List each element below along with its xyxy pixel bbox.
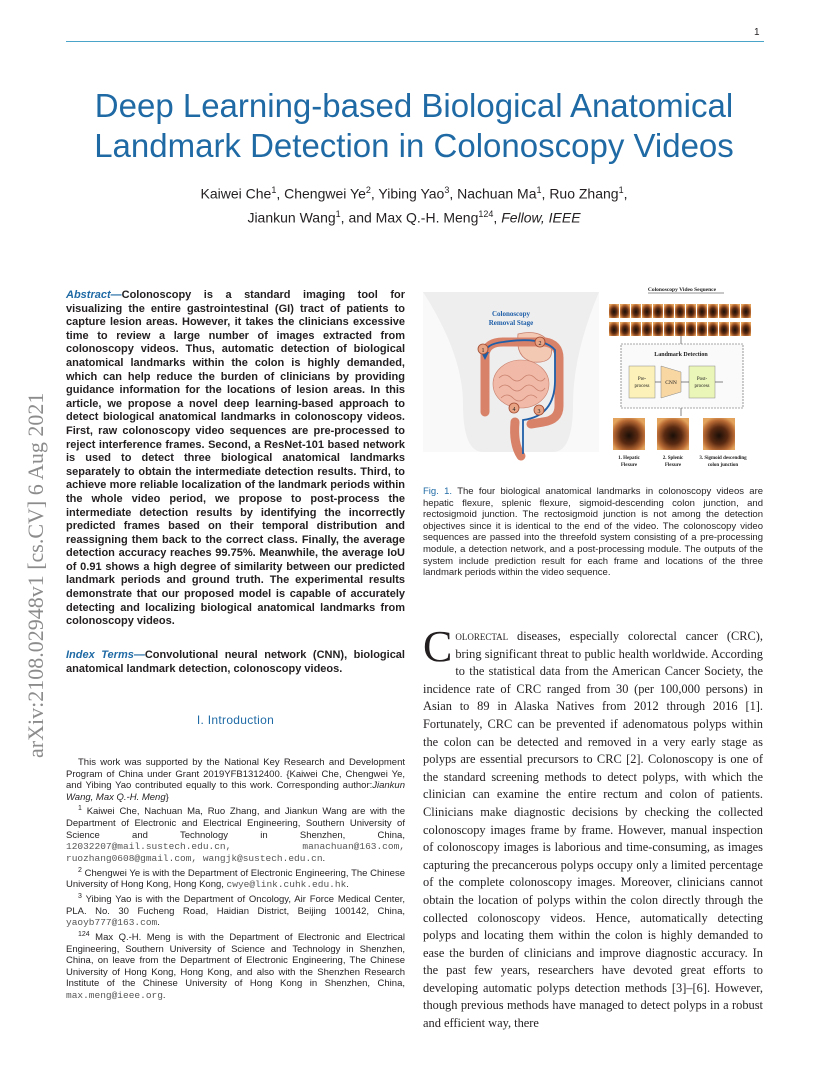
author-list [60,180,768,227]
footnotes [66,757,405,1002]
header-rule [66,41,764,42]
landmark-detection-label: Landmark Detection [654,352,708,358]
caption-text: The four biological anatomical landmarks in colonoscopy videos are hepatic flexure, splenic flexure, sigmoid-descending colon junction, and rectosigmoid junction. The rectosigmoid junction is not among the detection objectives since it is identical to the end of the video. The colonoscopy video sequences are passed into the threefold system consisting of a pre-processing module, a detection network, and a post-processing module. The outputs of the system include prediction result for each frame and locations of the three landmark periods within the video sequence. [423,486,764,579]
video-frame [609,322,619,336]
caption-label: Fig. 1. [423,486,453,497]
thumb-label: Flexure [664,463,682,468]
author-affiliation: 3 [444,185,450,195]
author-name: Ruo Zhang [549,185,619,202]
index-terms [66,649,405,676]
svg-text:3: 3 [537,409,541,415]
thumbnail-sigmoid-descending [703,418,735,450]
thumbnail-hepatic-flexure [613,418,645,450]
video-frame [708,304,718,318]
thumb-label: 1. Hepatic [618,456,640,461]
footnote-text: } [165,791,169,803]
cnn-label: CNN [665,380,677,386]
video-frame [708,322,718,336]
preprocess-label-2: process [634,384,650,389]
svg-text:2: 2 [538,341,542,347]
drop-cap: C [423,622,453,671]
section-heading: I. Introduction [196,713,275,727]
author-affiliation: 1 [335,208,341,219]
title-line-1: Deep Learning-based Biological Anatomical [94,87,734,124]
author-name: Chengwei Ye [284,185,366,202]
svg-text:1: 1 [481,348,485,354]
video-frame [719,304,729,318]
footnote-email[interactable]: max.meng@ieee.org [66,989,163,1001]
arxiv-stamp: arXiv:2108.02948v1 [cs.CV] 6 Aug 2021 [23,392,48,758]
figure-1 [423,284,763,474]
video-frame [719,322,729,336]
footnote-mark: 2 [78,866,82,874]
video-frame [664,304,674,318]
video-frame [609,304,619,318]
video-frame [642,322,652,336]
video-frame-strip [609,304,751,336]
landmark-marker-4 [509,403,519,413]
thumb-label: Flexure [620,463,638,468]
author-affiliation: 1 [271,185,277,195]
abstract-label: Abstract— [66,289,122,301]
author-affiliation: 1 [618,185,624,195]
footnote-funding [66,757,405,803]
video-frame [653,304,663,318]
abstract-text: Colonoscopy is a standard imaging tool for visualizing the entire gastrointestinal (GI) tract of patients to capture lesion areas. However, it takes the clinicians excessive time to review a large number of images extracted from colonoscopy videos. Thus, automatic detection of biological anatomical landmarks within the colon is highly demanded, which can help reduce the burden of clinicians by providing guidance information for the locations of lesion areas. In this article, we propose a novel deep learning-based approach to detect biological anatomical landmarks in colonoscopy videos. First, raw colonoscopy video sequences are pre-processed to reject interference frames. Second, a ResNet-101 based network is used to detect three biological anatomical landmarks separately to obtain the intermediate detection results. Third, to achieve more reliable localization of the landmark periods within the whole video period, we propose to post-process the intermediate detection results by identifying the incorrectly predicted frames based on their temporal distribution and reassigning them back to the correct class. Finally, the average detection accuracy reaches 99.75%. Meanwhile, the average IoU of 0.91 shows a high degree of similarity between our predicted landmark periods and ground truth. The experimental results demonstrate that our proposed model is capable of accurately detecting and localizing biological anatomical landmarks from colonoscopy videos. [66,289,405,628]
video-frame [620,304,630,318]
footnote-3: $^3$ Yibing Yao is with the Department of Oncology, Air Force Medical Center, PLA. No. 30 Fucheng Road, Haidian District, Beijing 100142, China, yaoyb777@163.com. [66,892,406,929]
title-line-2: Landmark Detection in Colonoscopy Videos [94,127,734,164]
postprocess-label-2: process [694,384,710,389]
svg-text:4: 4 [512,407,516,413]
author-name: Yibing Yao [378,185,445,202]
video-frame [620,322,630,336]
footnote-2: $^2$ Chengwei Ye is with the Department of Electronic Engineering, The Chinese University of Hong Kong, Hong Kong, cwye@link.cuhk.edu.hk. [66,866,405,891]
author-affiliation: 124 [478,208,494,219]
video-frame [675,304,685,318]
abstract [66,289,405,629]
author-affiliation: 2 [365,185,371,195]
thumb-label: 2. Splenic [662,456,684,461]
footnote-mark: 124 [78,930,90,938]
video-frame [653,322,663,336]
authors-line-2: Jiankun Wang$^1$, and Max Q.-H. Meng$^{124}$, Fellow, IEEE [247,208,581,226]
footnote-email[interactable]: yaoyb777@163.com [66,917,158,929]
footnote-4: $^{124}$ Max Q.-H. Meng is with the Department of Electronic and Electrical Engineering, Southern University of Science and Technology in Shenzhen, China, on leave from the Department of Electronic Engineering, The Chinese University of Hong Kong, Hong Kong, and also with the Shenzhen Research Institute of the Chinese University of Hong Kong in Shenzhen, China, max.meng@ieee.org. [66,930,405,1001]
video-frame [664,322,674,336]
postprocess-label-1: Post- [696,377,708,382]
video-frame [697,304,707,318]
footnote-1: $^1$ Kaiwei Che, Nachuan Ma, Ruo Zhang, and Jiankun Wang are with the Department of Electronic and Electrical Engineering, Southern University of Science and Technology in Shenzhen, China, 12032207@mail.sustech.edu.cn, manachuan@163.com, ruozhang0608@gmail.com, wangjk@sustech.edu.cn. [66,805,406,864]
figure-caption [423,486,763,579]
footnote-mark: 1 [78,805,82,813]
author-name: Jiankun Wang [247,209,336,226]
footnote-mark: 3 [78,892,82,900]
video-frame [631,322,641,336]
thumbnail-splenic-flexure [657,418,689,450]
author-name: Kaiwei Che [200,185,272,202]
page-number: 1 [754,27,760,38]
landmark-marker-3 [534,405,544,415]
footnote-email[interactable]: cwye@link.cuhk.edu.hk [226,879,347,891]
footnote-corresponding: Jiankun Wang, Max Q.-H. Meng [66,780,405,803]
footnote-text: Chengwei Ye is with the Department of Electronic Engineering, The Chinese University of Hong Kong, Hong Kong, [66,867,405,891]
footnote-emails[interactable]: 12032207@mail.sustech.edu.cn, manachuan@163.com, ruozhang0608@gmail.com, wangjk@sustech.edu.cn [66,841,405,864]
video-frame [686,322,696,336]
thumb-label: 3. Sigmoid descending [699,456,747,461]
intro-paragraph: diseases, especially colorectal cancer (CRC), bring significant threat to public health worldwide. According to the statistical data from the American Cancer Society, the incidence rate of CRC ranged from 30 (per 100,000 persons) in Asian to 89 in Alaska Natives from 2012 through 2016 [1]. Fortunately, CRC can be prevented if adenomatous polyps within the colon can be detected and removed in a very early stage as polyps are essential precursors to CRC [2]. Colonoscopy is one of the standard screening methods to detect polyps, with which the clinician can examine the entire rectum and colon of patients. Clinicians make diagnostic decisions by checking the collected colonoscopy images frame by frame. However, manual inspection of colonoscopy images is laborious and time-consuming, as images capturing the precancerous polyps occupy only a limited percentage of the complete colonoscopy images. Moreover, clinicians cannot obtain the location of polyps within the colon directly through the collected colonoscopy videos. Hence, automatically detecting polyps and locating them within the colon is highly demanded to ease the burden of clinicians and improve diagnostic accuracy. In the past few years, researchers have devoted great efforts to developing automatic polyps detection methods [3]–[6]. However, though previous methods have managed to detect polyps in a robust and efficient way, there [423,629,764,1031]
footnote-text: Yibing Yao is with the Department of Oncology, Air Force Medical Center, PLA. No. 30 Fucheng Road, Haidian District, Beijing 100142, China, [66,894,406,917]
video-frame [741,322,751,336]
footnote-text: Max Q.-H. Meng is with the Department of Electronic and Electrical Engineering, Southern University of Science and Technology in Shenzhen, China, on leave from the Department of Electronic Engineering, The Chinese University of Hong Kong, Hong Kong, and also with the Shenzhen Research Institute of the Chinese University of Hong Kong in Shenzhen, China, [66,931,405,990]
authors-line-1: Kaiwei Che$^1$, Chengwei Ye$^2$, Yibing Yao$^3$, Nachuan Ma$^1$, Ruo Zhang$^1$, [200,185,628,202]
video-frame [642,304,652,318]
preprocess-label-1: Pre- [637,377,647,382]
thumb-label: colon junction [707,463,739,468]
landmark-marker-1 [478,344,488,354]
video-frame [675,322,685,336]
author-fellow: Fellow, IEEE [501,209,581,226]
video-frame [730,304,740,318]
author-affiliation: 1 [536,185,542,195]
postprocess-box [689,366,715,398]
intro-smallcaps: olorectal [455,629,509,643]
landmark-marker-2 [535,337,545,347]
video-frame [741,304,751,318]
removal-stage-label-1: Colonoscopy [491,310,531,318]
small-bowel [493,360,549,408]
video-frame [730,322,740,336]
video-frame [686,304,696,318]
video-sequence-label: Colonoscopy Video Sequence [647,287,717,293]
paper-title [60,86,768,166]
footnote-text: Kaiwei Che, Nachuan Ma, Ruo Zhang, and Jiankun Wang are with the Department of Electronic and Electrical Engineering, Southern University of Science and Technology in Shenzhen, China, [66,806,406,841]
index-terms-text: Convolutional neural network (CNN), biological anatomical landmark detection, colonoscopy videos. [66,649,405,675]
removal-stage-label-2: Removal Stage [488,319,534,327]
author-name: and Max Q.-H. Meng [348,209,479,226]
video-frame [697,322,707,336]
introduction-text [423,622,764,1033]
preprocess-box [629,366,655,398]
video-frame [631,304,641,318]
footnote-text: This work was supported by the National Key Research and Development Program of China under Grant 2019YFB1312400. {Kaiwei Che, Chengwei Ye, and Yibing Yao contributed equally to this work. Corresponding author: [66,757,405,792]
index-terms-label: Index Terms— [66,649,145,661]
author-name: Nachuan Ma [457,185,537,202]
